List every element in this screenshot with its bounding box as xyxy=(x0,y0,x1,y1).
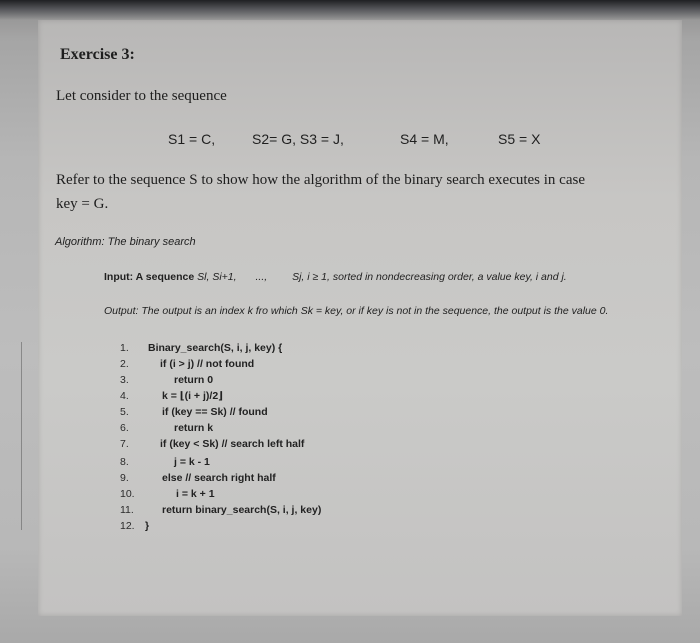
algorithm-output: Output: The output is an index k fro which Sk = key, or if key is not in the sequence, the output is the value 0. xyxy=(104,305,609,317)
line-number: 12. xyxy=(120,520,135,532)
input-rest: Sj, i ≥ 1, sorted in nondecreasing order, a value key, i and j. xyxy=(292,271,567,283)
algorithm-input xyxy=(104,271,567,283)
line-number: 11. xyxy=(120,504,134,516)
line-number: 4. xyxy=(120,390,129,402)
code-line: k = ⌊(i + j)/2⌋ xyxy=(162,390,223,402)
line-number: 1. xyxy=(120,342,129,354)
input-sl: Sl, Si+1, xyxy=(197,271,237,283)
line-number: 7. xyxy=(120,438,129,450)
sequence-s4: S4 = M, xyxy=(400,131,449,147)
code-line: else // search right half xyxy=(162,472,276,484)
line-number: 3. xyxy=(120,374,129,386)
task-line-2: key = G. xyxy=(56,196,109,212)
line-number: 10. xyxy=(120,488,135,500)
code-line: j = k - 1 xyxy=(174,456,210,468)
line-number: 2. xyxy=(120,358,129,370)
code-line: return k xyxy=(174,422,214,434)
code-line: if (key < Sk) // search left half xyxy=(160,438,305,450)
line-number-divider xyxy=(21,342,22,530)
sequence-s5: S5 = X xyxy=(498,131,541,147)
task-line-1: Refer to the sequence S to show how the algorithm of the binary search executes in case xyxy=(56,172,585,188)
code-line: return 0 xyxy=(174,374,214,386)
sequence-s2-s3: S2= G, S3 = J, xyxy=(252,131,344,147)
exercise-title: Exercise 3: xyxy=(60,46,135,63)
code-line: } xyxy=(145,520,150,532)
top-edge-shadow xyxy=(0,0,700,20)
input-lead: Input: A sequence xyxy=(104,271,195,283)
code-line: i = k + 1 xyxy=(176,488,215,500)
sequence-s1: S1 = C, xyxy=(168,131,216,147)
line-number: 6. xyxy=(120,422,129,434)
input-dots: ..., xyxy=(255,271,268,283)
code-line: Binary_search(S, i, j, key) { xyxy=(148,342,283,354)
line-number: 9. xyxy=(120,472,129,484)
algorithm-title: Algorithm: The binary search xyxy=(55,236,196,248)
code-line: if (key == Sk) // found xyxy=(162,406,268,418)
code-line: if (i > j) // not found xyxy=(160,358,255,370)
line-number: 5. xyxy=(120,406,129,418)
intro-text: Let consider to the sequence xyxy=(56,88,227,104)
code-line: return binary_search(S, i, j, key) xyxy=(162,504,322,516)
line-number: 8. xyxy=(120,456,129,468)
